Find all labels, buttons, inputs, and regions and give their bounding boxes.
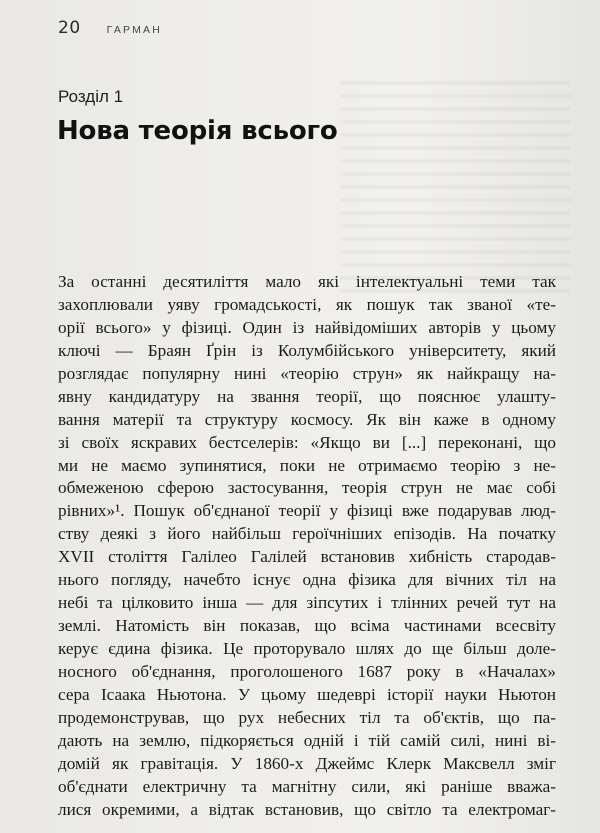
text-line: об'єднати електричну та магнітну сили, які раніше вважа- [58, 776, 556, 796]
text-line: захоплювали уяву громадськості, як пошук так званої «те- [58, 294, 556, 314]
text-line: ми не маємо зупинятися, поки не отримаємо теорію з не- [58, 455, 556, 475]
chapter-title: Нова теорія всього [57, 116, 338, 146]
show-through-from-reverse [340, 82, 570, 292]
text-line: сера Ісаака Ньютона. У цьому шедеврі історії науки Ньютон [58, 684, 556, 704]
text-line: землі. Натомість він показав, що всіма частинами всесвіту [58, 616, 556, 636]
text-line: ключі — Браян Ґрін із Колумбійського університету, який [58, 340, 556, 360]
section-label: Розділ 1 [58, 87, 124, 106]
text-line: керує єдина фізика. Це проторувало шлях до ще більш доле- [58, 639, 556, 658]
text-line: XVII століття Галілео Галілей встановив хибність стародав- [58, 547, 556, 567]
body-paragraph [58, 271, 556, 822]
running-head: ГАРМАН [106, 24, 163, 36]
text-line: орії всього» у фізиці. Один із найвідоміших авторів у цьому [58, 317, 556, 337]
text-line: вання матерії та структуру космосу. Як він каже в одному [58, 409, 556, 429]
text-line: домій як гравітація. У 1860-х Джеймс Клерк Максвелл зміг [58, 753, 556, 773]
text-line: явну кандидатуру на звання теорії, що пояснює улашту- [58, 386, 556, 406]
text-line: дають на землю, підкоряється одній і тій самій силі, нині ві- [58, 730, 556, 750]
text-line: розглядає популярну нині «теорію струн» як найкращу на- [58, 363, 556, 383]
page-number: 20 [58, 18, 81, 38]
text-line: За останні десятиліття мало які інтелектуальні теми так [58, 272, 556, 291]
text-line: зі своїх яскравих бестселерів: «Якщо ви [...] переконані, що [58, 432, 556, 452]
text-line: носного об'єднання, проголошеного 1687 року в «Началах» [58, 661, 556, 681]
page-header [58, 18, 162, 38]
text-line: продемонстрував, що рух небесних тіл та об'єктів, що па- [58, 707, 556, 727]
text-line: небі та цілковито інша — для зіпсутих і тлінних речей тут на [58, 593, 556, 613]
text-line: рівних»¹. Пошук об'єднаної теорії у фізиці вже подарував люд- [58, 501, 556, 521]
text-line: лися окремими, а відтак встановив, що світло та електромаг- [58, 799, 556, 819]
text-line: ству деякі з його найбільш героїчніших епізодів. На початку [58, 524, 556, 544]
text-line: обмеженою сферою застосування, теорія струн не має собі [58, 478, 556, 498]
text-line: нього погляду, начебто існує одна фізика для вічних тіл на [58, 570, 556, 590]
